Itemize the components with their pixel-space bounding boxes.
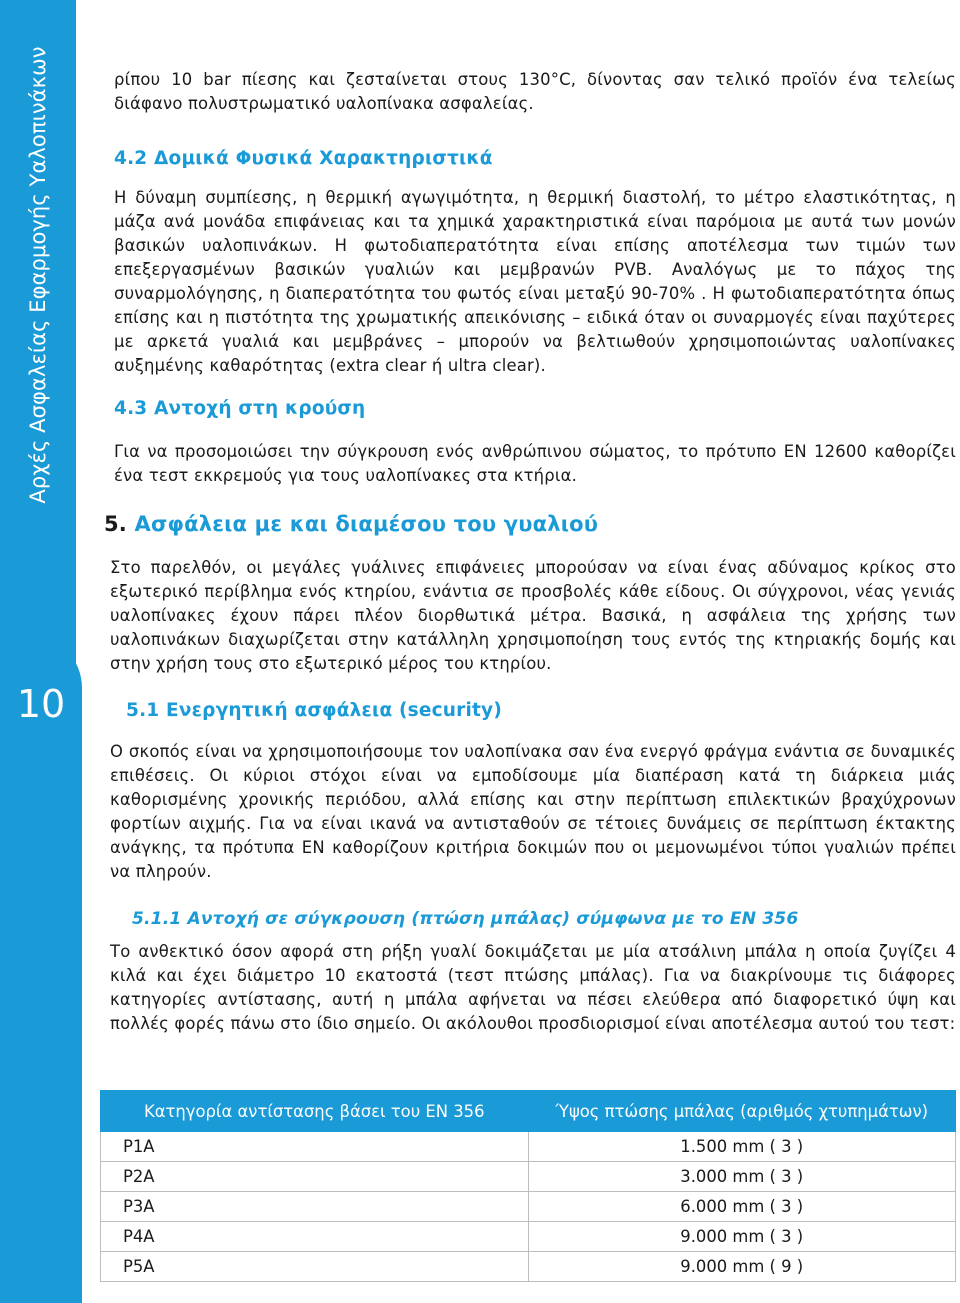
table-cell-height: 9.000 mm ( 3 ) xyxy=(528,1222,956,1252)
section-4-2-paragraph: Η δύναμη συμπίεσης, η θερμική αγωγιμότητα, η θερμική διαστολή, το μέτρο ελαστικότητας, η μάζα ανά μονάδα επιφάνειας και τα χημικά χαρακτηριστικά είναι παρόμοια με αυτά των μονών βασικών υαλοπινάκων. Η φωτοδιαπερατότητα είναι επίσης αποτέλεσμα των τιμών των επεξεργασμένων βασικών γυαλιών και μεμβρανών PVB. Αναλόγως με το πάχος της συναρμολόγησης, η διαπερατότητα του φωτός είναι μεταξύ 90-70% . Η φωτοδιαπερατότητα όπως επίσης και η πιστότητα της χρωματικής απεικόνισης – ειδικά όταν οι συναρμογές είναι παχύτερες με αρκετά γυαλιά και μεμβράνες – μπορούν να βελτιωθούν χρησιμοποιώντας υαλοπίνακες αυξημένης καθαρότητας (extra clear ή ultra clear). xyxy=(114,188,956,375)
section-number: 5. xyxy=(104,512,127,536)
table-cell-height: 3.000 mm ( 3 ) xyxy=(528,1162,956,1192)
table-cell-category: P3A xyxy=(101,1192,529,1222)
page-number-tab xyxy=(0,634,82,1303)
section-heading-5 xyxy=(104,510,956,538)
table-header-row xyxy=(101,1091,956,1132)
section-heading-5-1: 5.1 Ενεργητική ασφάλεια (security) xyxy=(126,700,502,721)
section-heading-5-1-1: 5.1.1 Αντοχή σε σύγκρουση (πτώση μπάλας) σύμφωνα με το ΕΝ 356 xyxy=(132,909,799,929)
section-number: 4.2 xyxy=(114,148,148,169)
table-cell-height: 6.000 mm ( 3 ) xyxy=(528,1192,956,1222)
section-title: Ασφάλεια με και διαμέσου του γυαλιού xyxy=(134,512,599,536)
table-cell-category: P1A xyxy=(101,1132,529,1162)
section-heading-4-2 xyxy=(114,146,956,172)
section-4-3-paragraph: Για να προσομοιώσει την σύγκρουση ενός ανθρώπινου σώματος, το πρότυπο ΕΝ 12600 καθορίζει ένα τεστ εκκρεμούς για τους υαλοπίνακες στα κτήρια. xyxy=(114,442,956,485)
table-row xyxy=(101,1162,956,1192)
table-cell-height: 1.500 mm ( 3 ) xyxy=(528,1132,956,1162)
section-5-1-paragraph: Ο σκοπός είναι να χρησιμοποιήσουμε τον υαλοπίνακα σαν ένα ενεργό φράγμα ενάντια σε δυναμικές επιθέσεις. Οι κύριοι στόχοι είναι να εμποδίσουμε μία διαπέραση κατά τη διάρκεια μιάς καθορισμένης χρονικής περιόδου, αλλά επίσης και στην περίπτωση επιλεκτικών βραχύχρονων φορτίων αιχμής. Για να είναι ικανά να αντισταθούν σε τέτοιες δυνάμεις σε περίπτωση έκτακτης ανάγκης, τα πρότυπα ΕΝ καθορίζουν κριτήρια δοκιμών που οι μεμονωμένοι τύποι γυαλιών πρέπει να πληρούν. xyxy=(110,742,956,881)
table-header-cell: Κατηγορία αντίστασης βάσει του ΕΝ 356 xyxy=(101,1091,529,1132)
section-title: Αντοχή στη κρούση xyxy=(154,398,366,419)
table-row xyxy=(101,1132,956,1162)
table-row xyxy=(101,1192,956,1222)
table-cell-category: P4A xyxy=(101,1222,529,1252)
results-table xyxy=(100,1090,956,1282)
section-5-paragraph: Στο παρελθόν, οι μεγάλες γυάλινες επιφάνειες μπορούσαν να είναι ένας αδύναμος κρίκος στο εξωτερικό περίβλημα ενός κτηρίου, ενάντια σε προσβολές κάθε είδους. Οι σύγχρονοι, νέας γενιάς υαλοπίνακες έχουν πάρει πλέον διορθωτικά μέτρα. Βασικά, η ασφάλεια της χρήσης των υαλοπινάκων διαχωρίζεται στην κατάλληλη χρησιμοποίηση τους εντός της κτηριακής δομής και στην χρήση τους στο εξωτερικό μέρος του κτηρίου. xyxy=(110,558,956,673)
section-heading-4-3 xyxy=(114,396,956,422)
table-row xyxy=(101,1252,956,1282)
page-number: 10 xyxy=(16,682,66,726)
intro-paragraph: ρίπου 10 bar πίεσης και ζεσταίνεται στους 130°C, δίνοντας σαν τελικό προϊόν ένα τελείως διάφανο πολυστρωματικό υαλοπίνακα ασφαλείας. xyxy=(114,70,956,113)
section-number: 4.3 xyxy=(114,398,148,419)
table-row xyxy=(101,1222,956,1252)
sidebar-title: Αρχές Ασφαλείας Εφαρμογής Υαλοπινάκων xyxy=(26,46,50,504)
section-5-1-1-paragraph: Το ανθεκτικό όσον αφορά στη ρήξη γυαλί δοκιμάζεται με μία ατσάλινη μπάλα η οποία ζυγίζει 4 κιλά και έχει διάμετρο 10 εκατοστά (τεστ πτώσης μπάλας). Για να διακρίνουμε τις διάφορες κατηγορίες αντίστασης, αυτή η μπάλα αφήνεται να πέσει ελεύθερα από διαφορετικό ύψη και πολλές φορές πάνω στο ίδιο σημείο. Οι ακόλουθοι προσδιορισμοί είναι αποτέλεσμα αυτού του τεστ: xyxy=(110,942,956,1033)
table-header-cell: Ύψος πτώσης μπάλας (αριθμός χτυπημάτων) xyxy=(528,1091,956,1132)
table-cell-category: P2A xyxy=(101,1162,529,1192)
main-content xyxy=(104,68,956,1036)
table-cell-height: 9.000 mm ( 9 ) xyxy=(528,1252,956,1282)
table-cell-category: P5A xyxy=(101,1252,529,1282)
section-title: Δομικά Φυσικά Χαρακτηριστικά xyxy=(154,148,493,169)
